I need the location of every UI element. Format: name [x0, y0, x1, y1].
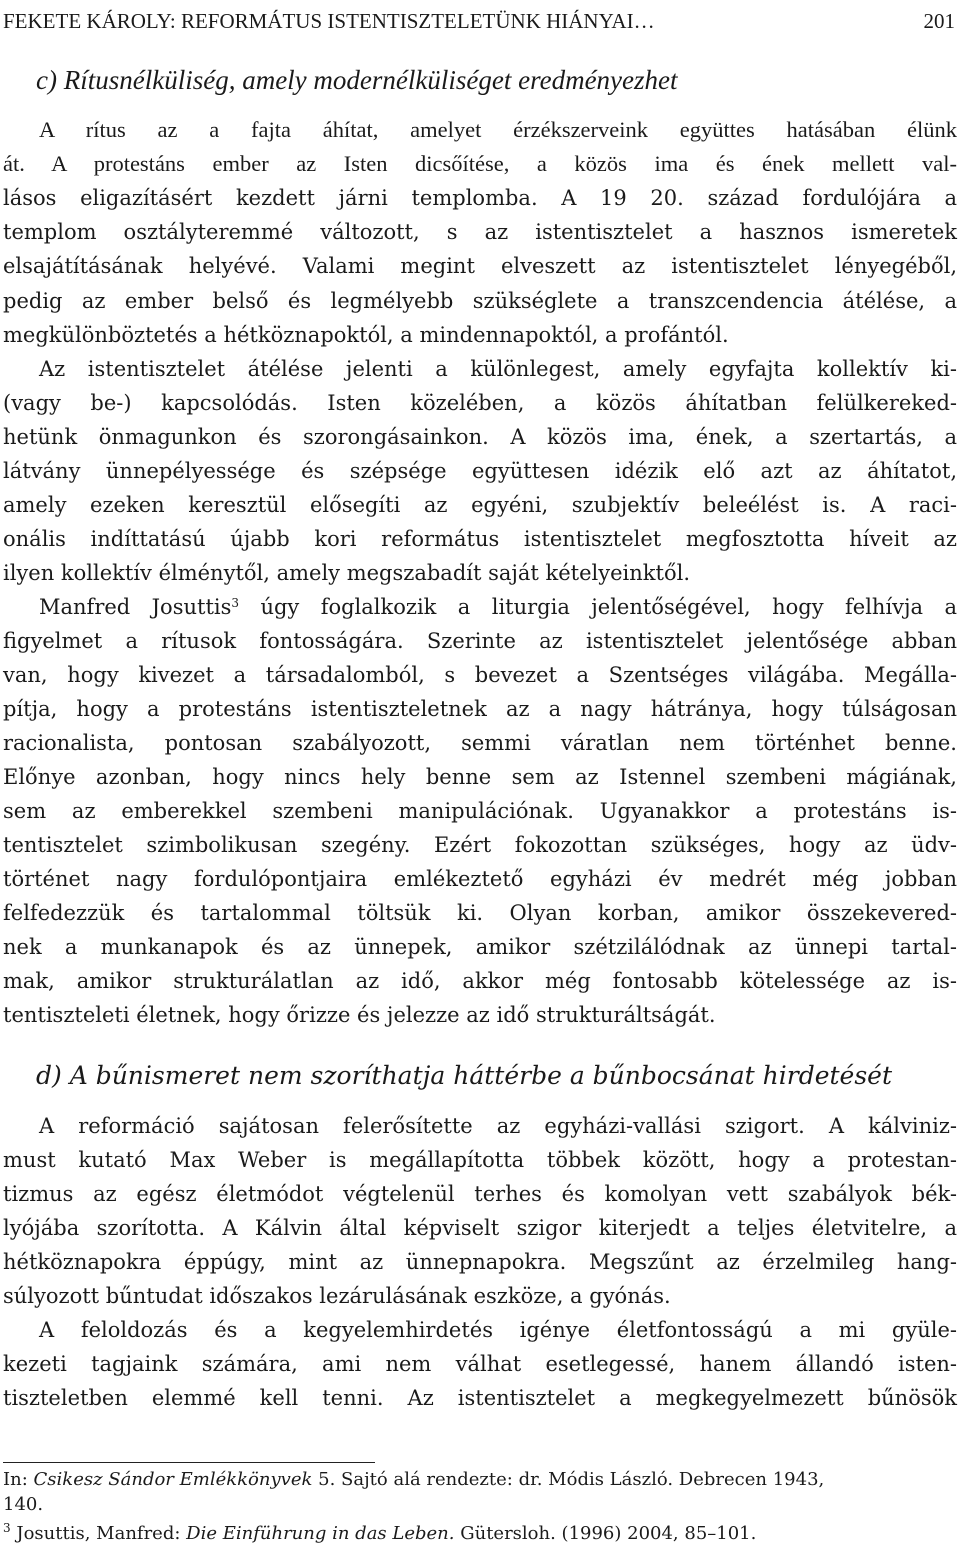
- paragraph-line: A rítus az a fajta áhítat, amelyet érzékszerveink együttes hatásában élünk: [39, 117, 957, 142]
- paragraph-line: lyójába szorította. A Kálvin által képviselt szigor kiterjedt a teljes életvitelre, a: [3, 1216, 957, 1240]
- footnote-author: Josuttis, Manfred:: [16, 1523, 181, 1544]
- paragraph-line: elsajátításának helyévé. Valami megint elveszett az istentisztelet lényegéből,: [3, 254, 957, 278]
- paragraph-line: tentisztelet szimbolikusan szegény. Ezért fokozottan szükséges, hogy az üdv-: [3, 833, 957, 857]
- paragraph-text: úgy foglalkozik a liturgia jelentőségével, hogy felhívja a: [260, 595, 958, 619]
- footnote-source-prefix: In:: [3, 1469, 28, 1490]
- paragraph-line: kezeti tagjaink számára, ami nem válhat esetlegessé, hanem állandó isten-: [3, 1352, 957, 1376]
- paragraph-line: felfedezzük és tartalommal töltsük ki. Olyan korban, amikor összekevered-: [3, 901, 957, 925]
- paragraph-line: tizmus az egész életmódot végtelenül terhes és komolyan vett szabályok bék-: [3, 1182, 957, 1206]
- paragraph-line: pítja, hogy a protestáns istentiszteletnek az a nagy hátránya, hogy túlságosan: [3, 697, 957, 721]
- paragraph-line: onális indíttatású újabb kori református istentisztelet megfosztotta híveit az: [3, 527, 957, 551]
- footnote-ref: 3: [231, 596, 240, 610]
- paragraph-line: tiszteletben elemmé kell tenni. Az istentisztelet a megkegyelmezett bűnösök: [3, 1386, 957, 1410]
- paragraph-line: hétköznapokra éppúgy, mint az ünnepnapokra. Megszűnt az érzelmileg hang-: [3, 1250, 957, 1274]
- paragraph-line: van, hogy kivezet a társadalomból, s bevezet a Szentséges világába. Megálla-: [3, 663, 957, 687]
- footnote-source-continuation: 140.: [3, 1494, 44, 1515]
- paragraph-line: súlyozott bűntudat időszakos lezárulásának eszköze, a gyónás.: [3, 1284, 671, 1308]
- paragraph-line: Az istentisztelet átélése jelenti a különlegest, amely egyfajta kollektív ki-: [39, 357, 957, 381]
- paragraph-line: mak, amikor strukturálatlan az idő, akkor még fontosabb kötelessége az is-: [3, 969, 957, 993]
- footnote-source-text: 5. Sajtó alá rendezte: dr. Módis László. Debrecen 1943,: [318, 1469, 825, 1490]
- paragraph-line: látvány ünnepélyessége és szépsége együttesen idézik elő azt az áhítatot,: [3, 459, 957, 483]
- paragraph-line: A reformáció sajátosan felerősítette az egyházi-vallási szigort. A kálviniz-: [39, 1114, 957, 1138]
- footnote-separator: [3, 1462, 375, 1463]
- paragraph-line: lásos eligazításért kezdett járni templomba. A 19 20. század fordulójára a: [3, 186, 957, 210]
- paragraph-line: amely ezeken keresztül elősegíti az egyéni, szubjektív beleélést is. A raci-: [3, 493, 957, 517]
- paragraph-line: megkülönböztetés a hétköznapoktól, a mindennapoktól, a profántól.: [3, 323, 729, 347]
- paragraph-line: történet nagy fordulópontjaira emlékeztető egyházi év medrét még jobban: [3, 867, 957, 891]
- paragraph-line: hetünk önmagunkon és szorongásainkon. A közös ima, ének, a szertartás, a: [3, 425, 957, 449]
- footnote-source: [3, 1468, 957, 1492]
- paragraph-line: pedig az ember belső és legmélyebb szükséglete a transzcendencia átélése, a: [3, 289, 957, 313]
- paragraph-line: sem az emberekkel szembeni manipulációnak. Ugyanakkor a protestáns is-: [3, 799, 957, 823]
- footnote-source-title: Csikesz Sándor Emlékkönyvek: [33, 1469, 313, 1490]
- page-number: 201: [923, 9, 955, 33]
- author-name: Manfred Josuttis: [39, 595, 232, 619]
- paragraph-line: tentiszteleti életnek, hogy őrizze és jelezze az idő strukturáltságát.: [3, 1003, 716, 1027]
- footnote-text: Gütersloh. (1996) 2004, 85–101.: [460, 1523, 757, 1544]
- paragraph-line: must kutató Max Weber is megállapította többek között, hogy a protestan-: [3, 1148, 957, 1172]
- section-heading-c: c) Rítusnélküliség, amely modernélküliséget eredményezhet: [36, 65, 678, 95]
- footnote-3: [3, 1522, 957, 1546]
- footnote-number: 3: [3, 1521, 11, 1535]
- footnote-title: Die Einführung in das Leben.: [186, 1523, 455, 1544]
- paragraph-line: Előnye azonban, hogy nincs hely benne sem az Istennel szembeni mágiának,: [3, 765, 957, 789]
- section-heading-d: d) A bűnismeret nem szoríthatja háttérbe a bűnbocsánat hirdetését: [36, 1061, 893, 1090]
- running-header: [3, 8, 955, 34]
- running-head: FEKETE KÁROLY: REFORMÁTUS ISTENTISZTELETÜNK HIÁNYAI…: [3, 9, 655, 33]
- paragraph-line: [3, 593, 957, 621]
- paragraph-line: át. A protestáns ember az Isten dicsőítése, a közös ima és ének mellett val-: [3, 151, 957, 176]
- paragraph-line: templom osztályteremmé változott, s az istentisztelet a hasznos ismeretek: [3, 220, 957, 244]
- paragraph-line: (vagy be-) kapcsolódás. Isten közelében, a közös áhítatban felülkereked-: [3, 391, 957, 415]
- paragraph-line: ilyen kollektív élménytől, amely megszabadít saját kételyeinktől.: [3, 561, 691, 585]
- paragraph-line: figyelmet a rítusok fontosságára. Szerinte az istentisztelet jelentősége abban: [3, 629, 957, 653]
- paragraph-line: A feloldozás és a kegyelemhirdetés igénye életfontosságú a mi gyüle-: [39, 1318, 957, 1342]
- paragraph-line: nek a munkanapok és az ünnepek, amikor szétzilálódnak az ünnepi tartal-: [3, 935, 957, 959]
- paragraph-line: racionalista, pontosan szabályozott, semmi váratlan nem történhet benne.: [3, 731, 957, 755]
